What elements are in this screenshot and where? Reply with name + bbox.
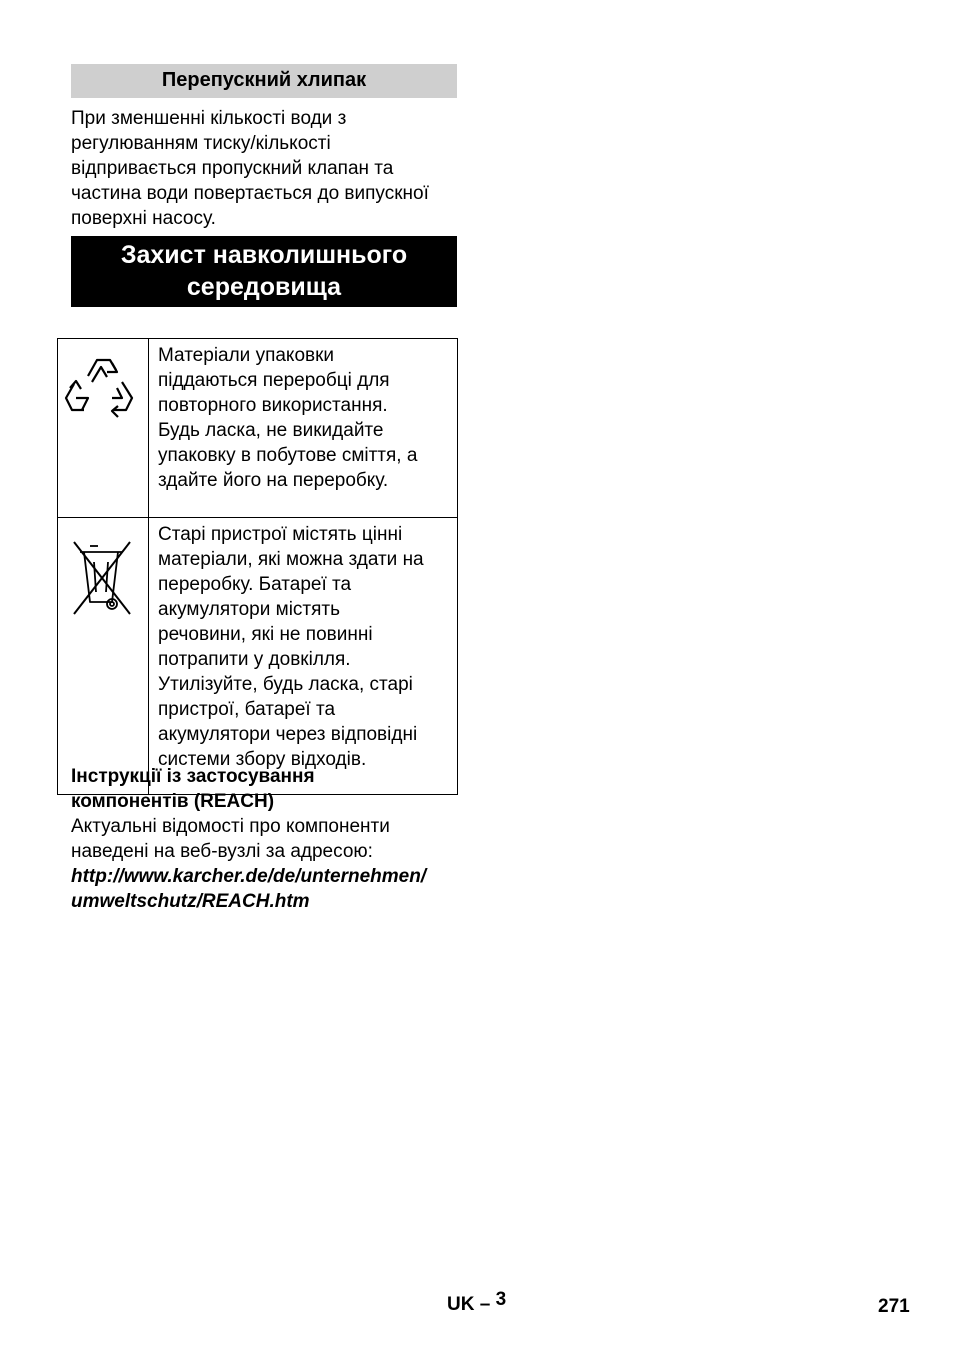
footer-section-page: 3	[495, 1289, 507, 1310]
text-line: Будь ласка, не викидайте	[158, 420, 384, 441]
text-line: матеріали, які можна здати на	[158, 549, 424, 570]
heading-line: Захист навколишнього	[120, 241, 408, 269]
reach-title-line: компонентів (REACH)	[71, 791, 275, 812]
text-line: Матеріали упаковки	[158, 345, 335, 366]
text-line: поверхні насосу.	[71, 208, 216, 229]
text-line: речовини, які не повинні	[158, 624, 373, 645]
text-line: піддаються переробці для	[158, 370, 390, 391]
section-subheading-bypass-valve: Перепускний хлипак	[71, 64, 457, 98]
footer-section-code	[447, 1289, 507, 1318]
text-line: повторного використання.	[158, 395, 388, 416]
text-line: Старі пристрої містять цінні	[158, 524, 403, 545]
bypass-valve-paragraph	[71, 106, 461, 231]
text-line: акумулятори через відповідні	[158, 724, 418, 745]
icon-cell	[58, 339, 149, 518]
text-line: переробку. Батареї та	[158, 574, 352, 595]
heading-line: середовища	[186, 273, 342, 301]
text-line: При зменшенні кількості води з	[71, 108, 347, 129]
page-number: 271	[878, 1296, 910, 1317]
text-line: відпривається пропускний клапан та	[71, 158, 394, 179]
environment-protection-heading	[71, 236, 457, 307]
text-line: акумулятори містять	[158, 599, 341, 620]
text-line: потрапити у довкілля.	[158, 649, 351, 670]
recycling-text-cell	[149, 339, 458, 518]
text-line: здайте його на переробку.	[158, 470, 389, 491]
reach-section	[71, 764, 471, 914]
reach-title-line: Інструкції із застосування	[71, 766, 315, 787]
disposal-text-cell	[149, 518, 458, 795]
crossed-out-wheelie-bin-icon	[70, 540, 148, 621]
icon-cell	[58, 518, 149, 795]
reach-url-line[interactable]: umweltschutz/REACH.htm	[71, 891, 310, 912]
text-line: наведені на веб-вузлі за адресою:	[71, 841, 373, 862]
text-line: упаковку в побутове сміття, а	[158, 445, 418, 466]
table-row	[58, 339, 458, 518]
text-line: частина води повертається до випускної	[71, 183, 429, 204]
text-line: Актуальні відомості про компоненти	[71, 816, 390, 837]
environment-info-table	[57, 338, 458, 795]
table-row	[58, 518, 458, 795]
recycling-symbol-icon	[64, 354, 148, 437]
footer-lang: UK	[447, 1294, 475, 1315]
text-line: Утилізуйте, будь ласка, старі	[158, 674, 413, 695]
footer-dash: –	[479, 1294, 491, 1315]
reach-url-line[interactable]: http://www.karcher.de/de/unternehmen/	[71, 866, 427, 887]
text-line: системи збору відходів.	[158, 749, 367, 770]
text-line: пристрої, батареї та	[158, 699, 336, 720]
text-line: регулюванням тиску/кількості	[71, 133, 331, 154]
